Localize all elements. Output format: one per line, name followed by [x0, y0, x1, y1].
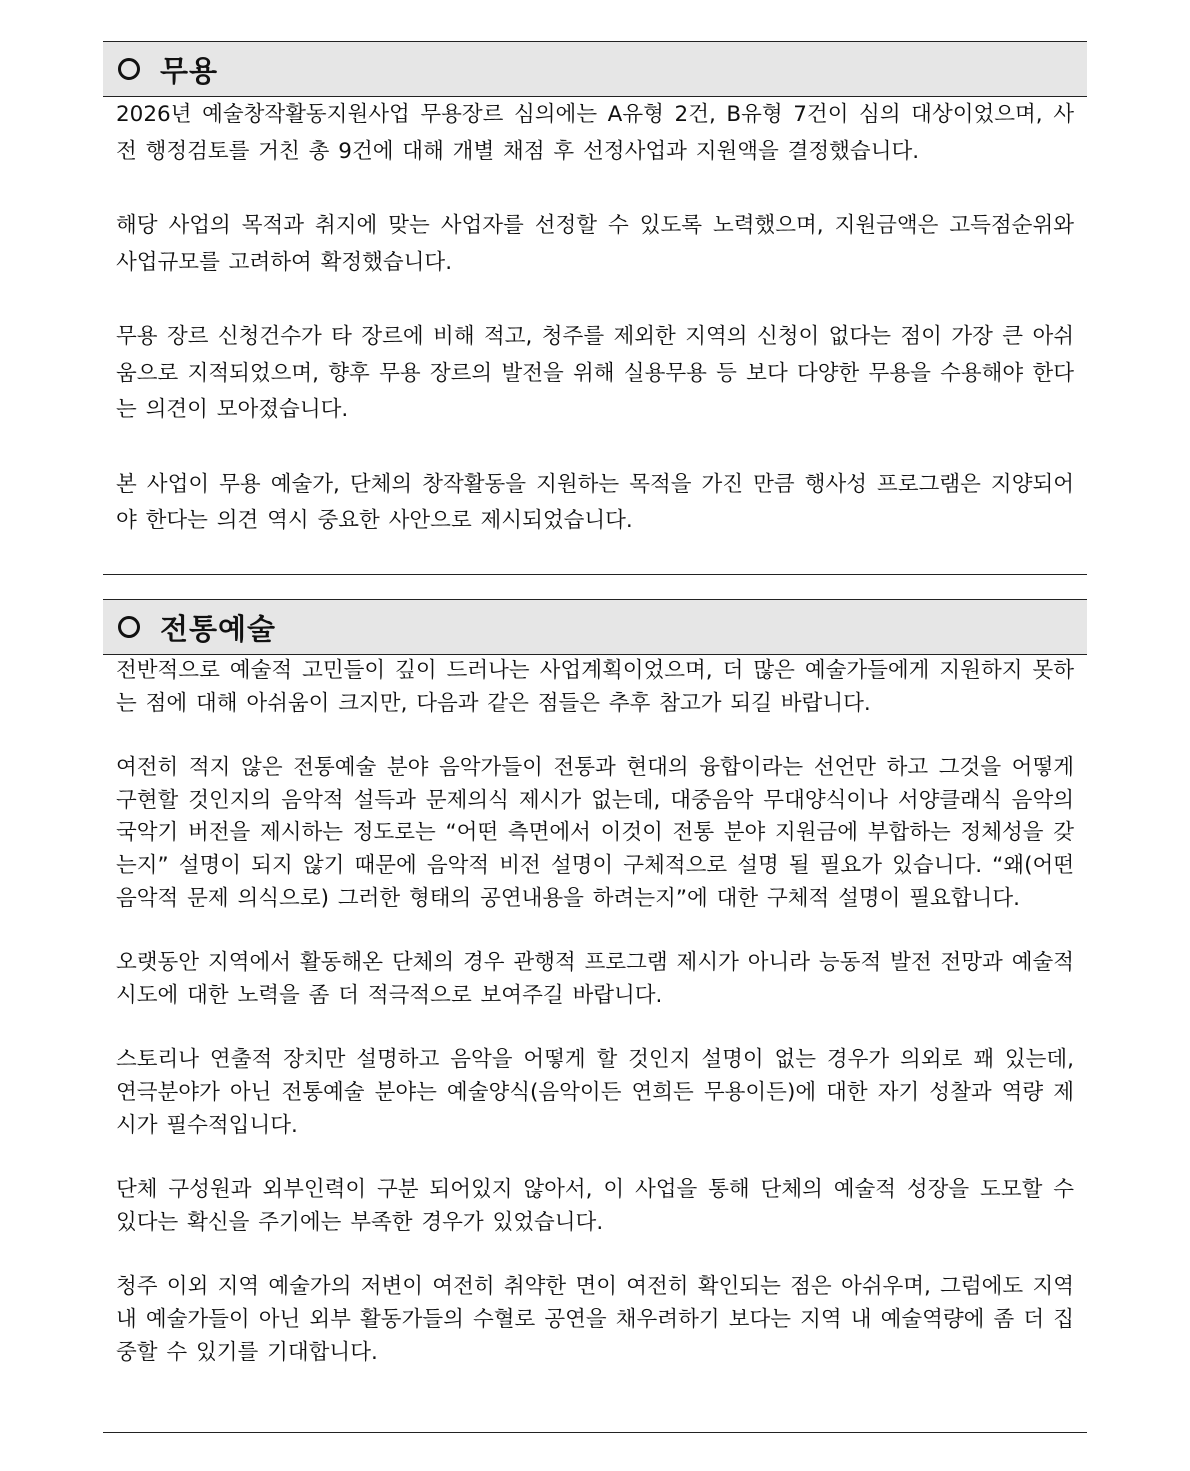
circle-bullet-icon [118, 58, 140, 80]
paragraph: 무용 장르 신청건수가 타 장르에 비해 적고, 청주를 제외한 지역의 신청이 없다는 점이 가장 큰 아쉬움으로 지적되었으며, 향후 무용 장르의 발전을 위해 실용무용 등 보다 다양한 무용을 수용해야 한다는 의견이 모아졌습니다. [116, 324, 1074, 422]
section-header [103, 41, 1087, 97]
paragraph: 여전히 적지 않은 전통예술 분야 음악가들이 전통과 현대의 융합이라는 선언만 하고 그것을 어떻게 구현할 것인지의 음악적 설득과 문제의식 제시가 없는데, 대중음악 무대양식이나 서양클래식 음악의 국악기 버전을 제시하는 정도로는 “어떤 측면에서 이것이 전통 분야 지원금에 부합하는 정체성을 갖는지” 설명이 되지 않기 때문에 음악적 비전 설명이 구체적으로 설명 될 필요가 있습니다. “왜(어떤 음악적 문제 의식으로) 그러한 형태의 공연내용을 하려는지”에 대한 구체적 설명이 필요합니다. [116, 755, 1074, 911]
paragraph: 본 사업이 무용 예술가, 단체의 창작활동을 지원하는 목적을 가진 만큼 행사성 프로그램은 지양되어야 한다는 의견 역시 중요한 사안으로 제시되었습니다. [116, 471, 1074, 533]
section-title: 무용 [160, 53, 219, 88]
section-dance [103, 41, 1087, 575]
paragraph: 전반적으로 예술적 고민들이 깊이 드러나는 사업계획이었으며, 더 많은 예술가들에게 지원하지 못하는 점에 대해 아쉬움이 크지만, 다음과 같은 점들은 추후 참고가 되길 바랍니다. [116, 658, 1074, 716]
paragraph: 스토리나 연출적 장치만 설명하고 음악을 어떻게 할 것인지 설명이 없는 경우가 의외로 꽤 있는데, 연극분야가 아닌 전통예술 분야는 예술양식(음악이든 연희든 무용이든)에 대한 자기 성찰과 역량 제시가 필수적입니다. [116, 1047, 1074, 1138]
paragraph: 청주 이외 지역 예술가의 저변이 여전히 취약한 면이 여전히 확인되는 점은 아쉬우며, 그럼에도 지역 내 예술가들이 아닌 외부 활동가들의 수혈로 공연을 채우려하기 보다는 지역 내 예술역량에 좀 더 집중할 수 있기를 기대합니다. [116, 1274, 1074, 1365]
section-body [103, 655, 1087, 1433]
paragraph: 해당 사업의 목적과 취지에 맞는 사업자를 선정할 수 있도록 노력했으며, 지원금액은 고득점순위와 사업규모를 고려하여 확정했습니다. [116, 213, 1074, 275]
section-header [103, 599, 1087, 655]
section-body [103, 97, 1087, 575]
circle-bullet-icon [118, 616, 140, 638]
paragraph: 오랫동안 지역에서 활동해온 단체의 경우 관행적 프로그램 제시가 아니라 능동적 발전 전망과 예술적 시도에 대한 노력을 좀 더 적극적으로 보여주길 바랍니다. [116, 950, 1074, 1008]
section-traditional-arts [103, 599, 1087, 1433]
paragraph: 2026년 예술창작활동지원사업 무용장르 심의에는 A유형 2건, B유형 7건이 심의 대상이었으며, 사전 행정검토를 거친 총 9건에 대해 개별 채점 후 선정사업과 지원액을 결정했습니다. [116, 102, 1074, 164]
paragraph: 단체 구성원과 외부인력이 구분 되어있지 않아서, 이 사업을 통해 단체의 예술적 성장을 도모할 수 있다는 확신을 주기에는 부족한 경우가 있었습니다. [116, 1177, 1074, 1235]
section-title: 전통예술 [160, 611, 277, 646]
